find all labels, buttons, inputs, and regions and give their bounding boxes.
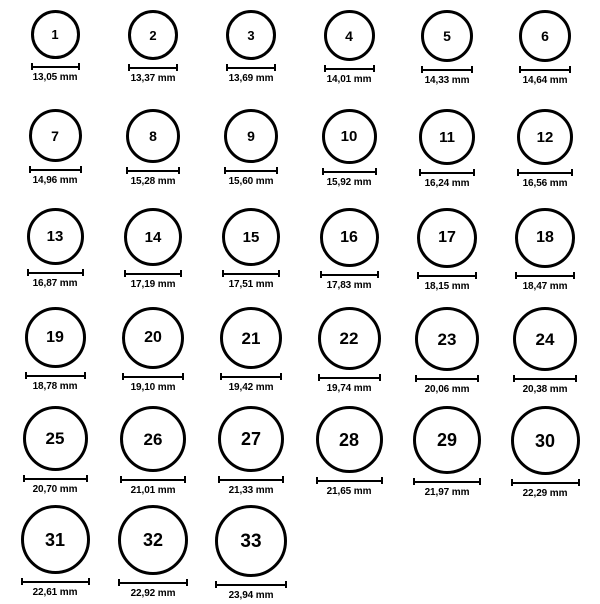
ring-diameter-label: 20,70 mm (32, 484, 78, 495)
ring-dimension (415, 375, 479, 395)
ring-circle (122, 307, 184, 369)
dimension-bar-icon (519, 66, 571, 73)
ring-circle (421, 10, 473, 62)
ring-size-number: 11 (439, 128, 455, 146)
ring-circle (415, 307, 479, 371)
ring-diameter-label: 17,19 mm (130, 279, 176, 290)
ring-size-cell (104, 505, 202, 604)
dimension-bar-icon (515, 272, 575, 279)
ring-diameter-label: 20,06 mm (424, 384, 470, 395)
ring-size-number: 9 (247, 128, 255, 144)
dimension-bar-icon (120, 476, 186, 483)
dimension-bar-icon (215, 581, 287, 588)
ring-diameter-label: 19,10 mm (130, 382, 176, 393)
dimension-bar-icon (220, 373, 282, 380)
ring-dimension (25, 372, 86, 392)
ring-size-cell (398, 109, 496, 208)
ring-circle (29, 109, 82, 162)
ring-size-cell (202, 208, 300, 307)
ring-circle (513, 307, 577, 371)
ring-diameter-label: 13,37 mm (130, 73, 176, 84)
ring-diameter-label: 18,47 mm (522, 281, 568, 292)
ring-size-number: 13 (46, 228, 64, 245)
ring-size-cell (300, 109, 398, 208)
ring-circle (515, 208, 575, 268)
ring-size-number: 10 (340, 128, 358, 145)
ring-dimension (322, 168, 377, 188)
ring-circle (21, 505, 90, 574)
ring-circle (322, 109, 377, 164)
ring-size-cell (300, 208, 398, 307)
ring-diameter-label: 20,38 mm (522, 384, 568, 395)
ring-size-cell (6, 505, 104, 604)
ring-size-number: 31 (44, 529, 66, 550)
ring-size-cell (398, 406, 496, 505)
dimension-bar-icon (31, 63, 80, 70)
ring-circle (226, 10, 276, 60)
ring-size-cell (496, 109, 594, 208)
dimension-bar-icon (517, 169, 573, 176)
dimension-bar-icon (226, 64, 276, 71)
ring-dimension (519, 66, 571, 86)
dimension-bar-icon (320, 271, 379, 278)
ring-size-number: 6 (541, 28, 549, 44)
dimension-bar-icon (421, 66, 473, 73)
ring-circle (316, 406, 383, 473)
ring-size-number: 32 (142, 530, 164, 550)
ring-dimension (118, 579, 188, 599)
ring-dimension (324, 65, 375, 85)
dimension-bar-icon (23, 475, 88, 482)
ring-size-number: 4 (345, 27, 353, 44)
dimension-bar-icon (124, 270, 182, 277)
ring-size-cell (398, 307, 496, 406)
ring-size-number: 7 (51, 127, 59, 144)
ring-size-cell (202, 505, 300, 604)
ring-dimension (21, 578, 90, 598)
ring-size-cell (104, 406, 202, 505)
dimension-bar-icon (218, 476, 284, 483)
ring-diameter-label: 19,74 mm (326, 383, 372, 394)
ring-dimension (128, 64, 178, 84)
ring-size-number: 8 (149, 128, 157, 144)
dimension-bar-icon (511, 479, 580, 486)
ring-circle (128, 10, 178, 60)
ring-circle (324, 10, 375, 61)
ring-size-number: 5 (443, 28, 451, 44)
ring-dimension (120, 476, 186, 496)
dimension-bar-icon (324, 65, 375, 72)
ring-dimension (222, 270, 280, 290)
ring-circle (519, 10, 571, 62)
ring-size-cell (6, 10, 104, 109)
ring-size-number: 30 (534, 430, 556, 451)
ring-size-cell (104, 208, 202, 307)
dimension-bar-icon (316, 477, 383, 484)
ring-size-cell (300, 307, 398, 406)
ring-size-cell (202, 109, 300, 208)
ring-circle (419, 109, 475, 165)
ring-diameter-label: 19,42 mm (228, 382, 274, 393)
ring-circle (118, 505, 188, 575)
ring-dimension (215, 581, 287, 601)
dimension-bar-icon (126, 167, 180, 174)
ring-circle (413, 406, 481, 474)
ring-size-number: 33 (240, 530, 262, 552)
ring-circle (23, 406, 88, 471)
ring-size-cell (6, 109, 104, 208)
ring-size-cell (104, 10, 202, 109)
ring-diameter-label: 14,01 mm (326, 74, 372, 85)
ring-diameter-label: 22,61 mm (32, 587, 78, 598)
ring-circle (511, 406, 580, 475)
ring-size-cell (398, 208, 496, 307)
ring-circle (27, 208, 84, 265)
ring-circle (320, 208, 379, 267)
ring-diameter-label: 21,01 mm (130, 485, 176, 496)
ring-diameter-label: 22,92 mm (130, 588, 176, 599)
ring-size-cell (398, 10, 496, 109)
ring-circle (318, 307, 381, 370)
ring-diameter-label: 15,28 mm (130, 176, 176, 187)
ring-dimension (517, 169, 573, 189)
ring-diameter-label: 17,83 mm (326, 280, 372, 291)
dimension-bar-icon (224, 167, 278, 174)
ring-diameter-label: 14,33 mm (424, 75, 470, 86)
ring-size-number: 2 (149, 27, 157, 43)
dimension-bar-icon (29, 166, 82, 173)
ring-circle (220, 307, 282, 369)
ring-size-cell (6, 208, 104, 307)
ring-diameter-label: 16,56 mm (522, 178, 568, 189)
dimension-bar-icon (118, 579, 188, 586)
ring-size-number: 25 (45, 429, 65, 448)
ring-dimension (419, 169, 475, 189)
ring-dimension (515, 272, 575, 292)
ring-size-cell (202, 10, 300, 109)
ring-diameter-label: 22,29 mm (522, 488, 568, 499)
dimension-bar-icon (413, 478, 481, 485)
ring-diameter-label: 21,65 mm (326, 486, 372, 497)
ring-diameter-label: 13,05 mm (32, 72, 78, 83)
ring-diameter-label: 18,15 mm (424, 281, 470, 292)
ring-diameter-label: 16,24 mm (424, 178, 470, 189)
dimension-bar-icon (415, 375, 479, 382)
ring-dimension (318, 374, 381, 394)
ring-dimension (513, 375, 577, 395)
ring-size-number: 26 (143, 429, 163, 449)
ring-dimension (421, 66, 473, 86)
ring-size-number: 3 (247, 27, 255, 43)
ring-size-cell (496, 10, 594, 109)
ring-diameter-label: 17,51 mm (228, 279, 274, 290)
ring-size-number: 19 (46, 328, 64, 346)
ring-size-cell (496, 307, 594, 406)
ring-size-number: 17 (438, 229, 456, 246)
ring-size-number: 22 (339, 329, 359, 348)
ring-dimension (27, 269, 84, 289)
dimension-bar-icon (128, 64, 178, 71)
ring-size-cell (300, 10, 398, 109)
ring-diameter-label: 16,87 mm (32, 278, 78, 289)
ring-dimension (226, 64, 276, 84)
ring-size-number: 23 (437, 329, 457, 349)
ring-size-number: 20 (144, 329, 162, 346)
dimension-bar-icon (419, 169, 475, 176)
ring-circle (517, 109, 573, 165)
ring-diameter-label: 15,60 mm (228, 176, 274, 187)
ring-circle (120, 406, 186, 472)
ring-size-number: 27 (240, 429, 262, 449)
ring-dimension (23, 475, 88, 495)
ring-diameter-label: 21,97 mm (424, 487, 470, 498)
ring-size-number: 24 (535, 329, 555, 349)
ring-size-cell (202, 307, 300, 406)
ring-dimension (29, 166, 82, 186)
ring-size-cell (6, 406, 104, 505)
dimension-bar-icon (122, 373, 184, 380)
ring-circle (31, 10, 80, 59)
ring-circle (25, 307, 86, 368)
ring-size-cell (6, 307, 104, 406)
ring-diameter-label: 18,78 mm (32, 381, 78, 392)
ring-circle (124, 208, 182, 266)
ring-size-cell (202, 406, 300, 505)
ring-dimension (220, 373, 282, 393)
ring-size-cell (104, 307, 202, 406)
ring-diameter-label: 15,92 mm (326, 177, 372, 188)
ring-size-cell (496, 208, 594, 307)
ring-diameter-label: 14,64 mm (522, 75, 568, 86)
dimension-bar-icon (222, 270, 280, 277)
dimension-bar-icon (417, 272, 477, 279)
ring-circle (215, 505, 287, 577)
ring-size-number: 15 (242, 228, 260, 246)
ring-dimension (224, 167, 278, 187)
ring-dimension (31, 63, 80, 83)
ring-dimension (126, 167, 180, 187)
ring-dimension (122, 373, 184, 393)
ring-dimension (218, 476, 284, 496)
dimension-bar-icon (513, 375, 577, 382)
ring-circle (218, 406, 284, 472)
ring-dimension (417, 272, 477, 292)
dimension-bar-icon (25, 372, 86, 379)
ring-circle (222, 208, 280, 266)
ring-circle (224, 109, 278, 163)
ring-dimension (124, 270, 182, 290)
ring-size-number: 16 (340, 228, 358, 246)
ring-diameter-label: 14,96 mm (32, 175, 78, 186)
dimension-bar-icon (21, 578, 90, 585)
ring-dimension (316, 477, 383, 497)
ring-diameter-label: 21,33 mm (228, 485, 274, 496)
ring-size-number: 14 (144, 228, 162, 246)
ring-circle (126, 109, 180, 163)
ring-size-number: 28 (338, 429, 360, 450)
ring-diameter-label: 13,69 mm (228, 73, 274, 84)
ring-size-cell (496, 406, 594, 505)
ring-size-number: 1 (51, 27, 59, 42)
ring-dimension (413, 478, 481, 498)
dimension-bar-icon (318, 374, 381, 381)
ring-size-number: 12 (536, 128, 554, 146)
ring-dimension (320, 271, 379, 291)
dimension-bar-icon (27, 269, 84, 276)
ring-size-number: 21 (241, 328, 261, 348)
ring-size-grid (6, 10, 594, 604)
ring-size-number: 18 (536, 229, 554, 246)
ring-size-cell (104, 109, 202, 208)
ring-dimension (511, 479, 580, 499)
ring-circle (417, 208, 477, 268)
dimension-bar-icon (322, 168, 377, 175)
ring-size-number: 29 (436, 430, 458, 450)
ring-size-cell (300, 406, 398, 505)
ring-diameter-label: 23,94 mm (228, 590, 274, 601)
